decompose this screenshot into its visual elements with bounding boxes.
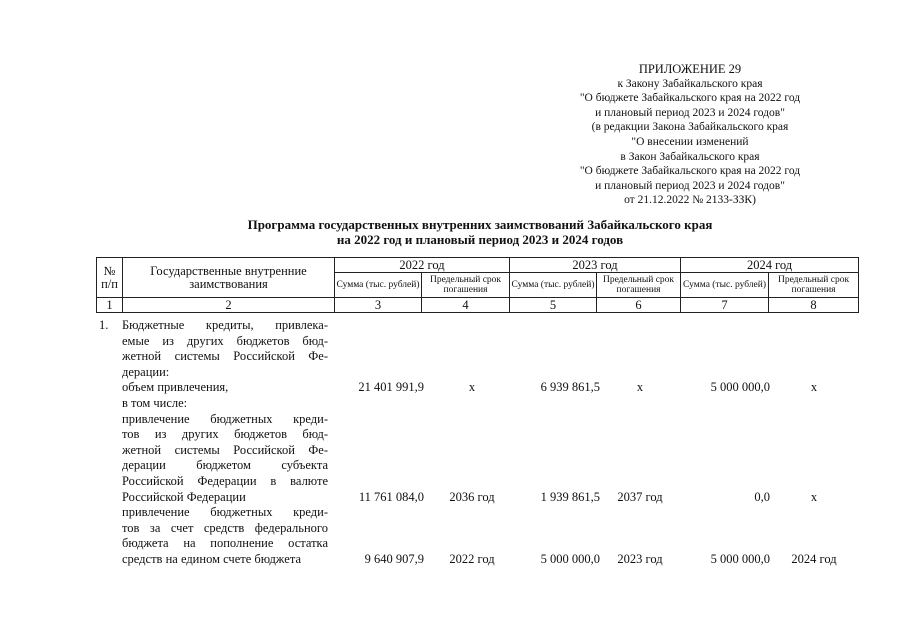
sum-header: Сумма (тыс. рублей) — [510, 273, 597, 298]
row-b-values — [96, 552, 876, 568]
including-label: в том числе: — [122, 395, 188, 410]
appendix-line: (в редакции Закона Забайкальского края — [591, 121, 789, 134]
col-number-1: 1 — [97, 298, 123, 313]
col-number-header: № п/п — [97, 258, 123, 298]
volume-term-2024: х — [810, 380, 818, 395]
row-a-term-2022: 2036 год — [449, 489, 495, 504]
table-body — [96, 318, 876, 568]
col-number-5: 5 — [510, 298, 597, 313]
borrowings-table-header — [96, 257, 859, 313]
document-title — [160, 217, 800, 247]
row-b-sum-2024: 5 000 000,0 — [710, 551, 770, 566]
volume-term-2023: х — [636, 380, 644, 395]
row-a-text-line: Российской Федерации — [122, 489, 246, 504]
appendix-number: ПРИЛОЖЕНИЕ 29 — [638, 62, 742, 76]
col-number-7: 7 — [681, 298, 769, 313]
section-text-line: дерации: — [122, 364, 170, 379]
row-b-sum-2022: 9 640 907,9 — [364, 551, 424, 566]
section-text-line: жетной системы Российской Фе- — [122, 349, 328, 364]
col-number-2: 2 — [123, 298, 335, 313]
volume-term-2022: х — [468, 380, 476, 395]
volume-sum-2024: 5 000 000,0 — [710, 380, 770, 395]
row-a-text-line: дерации бюджетом субъекта — [122, 458, 328, 473]
row-b-term-2023: 2023 год — [617, 551, 663, 566]
term-header: Предельный срок погашения — [769, 273, 859, 298]
appendix-line: от 21.12.2022 № 2133-ЗЗК) — [624, 194, 756, 207]
col-number-8: 8 — [769, 298, 859, 313]
row-b-sum-2023: 5 000 000,0 — [540, 551, 600, 566]
row-a-text-line: Российской Федерации в валюте — [122, 473, 328, 488]
term-header: Предельный срок погашения — [597, 273, 681, 298]
col-number-6: 6 — [597, 298, 681, 313]
row-a-text-line: привлечение бюджетных креди- — [122, 411, 328, 426]
volume-sum-2023: 6 939 861,5 — [540, 380, 600, 395]
row-a-sum-2023: 1 939 861,5 — [540, 489, 600, 504]
appendix-line: "О бюджете Забайкальского края на 2022 год — [579, 92, 801, 105]
sum-header: Сумма (тыс. рублей) — [335, 273, 422, 298]
volume-row — [96, 380, 876, 396]
term-header: Предельный срок погашения — [422, 273, 510, 298]
title-line-1: Программа государственных внутренних заимствований Забайкальского края — [247, 217, 713, 232]
row-a-text-line: тов из других бюджетов бюд- — [122, 427, 328, 442]
col-name-header: Государственные внутренние заимствования — [123, 258, 335, 298]
row-b-text-line: средств на едином счете бюджета — [122, 551, 301, 566]
section-text-line: Бюджетные кредиты, привлека- — [122, 318, 328, 332]
section-text-line: емые из других бюджетов бюд- — [122, 333, 328, 348]
appendix-line: и плановый период 2023 и 2024 годов" — [595, 179, 785, 192]
row-b-text-line: привлечение бюджетных креди- — [122, 505, 328, 520]
row-a-text-line: жетной системы Российской Фе- — [122, 442, 328, 457]
row-a-term-2024: х — [810, 489, 818, 504]
sum-header: Сумма (тыс. рублей) — [681, 273, 769, 298]
appendix-line: "О бюджете Забайкальского края на 2022 год — [579, 165, 801, 178]
volume-sum-2022: 21 401 991,9 — [358, 380, 424, 395]
col-number-4: 4 — [422, 298, 510, 313]
row-a-sum-2022: 11 761 084,0 — [358, 489, 424, 504]
year-header-2022: 2022 год — [335, 258, 510, 273]
row-b-term-2022: 2022 год — [449, 551, 495, 566]
row-a-term-2023: 2037 год — [617, 489, 663, 504]
year-header-2023: 2023 год — [510, 258, 681, 273]
row-a-sum-2024: 0,0 — [754, 489, 770, 504]
appendix-line: "О внесении изменений — [631, 135, 749, 148]
appendix-line: и плановый период 2023 и 2024 годов" — [595, 106, 785, 119]
year-header-2024: 2024 год — [681, 258, 859, 273]
volume-label: объем привлечения, — [122, 380, 229, 395]
section-row — [96, 318, 876, 334]
row-a-values — [96, 490, 876, 506]
appendix-line: в Закон Забайкальского края — [620, 150, 760, 163]
appendix-header — [520, 62, 860, 208]
row-b-term-2024: 2024 год — [791, 551, 837, 566]
title-line-2: на 2022 год и плановый период 2023 и 2024 годов — [336, 232, 624, 247]
item-number: 1. — [99, 318, 109, 332]
col-number-3: 3 — [335, 298, 422, 313]
appendix-line: к Закону Забайкальского края — [617, 77, 763, 90]
row-b-text-line: бюджета на пополнение остатка — [122, 536, 328, 551]
row-b-text-line: тов за счет средств федерального — [122, 520, 328, 535]
